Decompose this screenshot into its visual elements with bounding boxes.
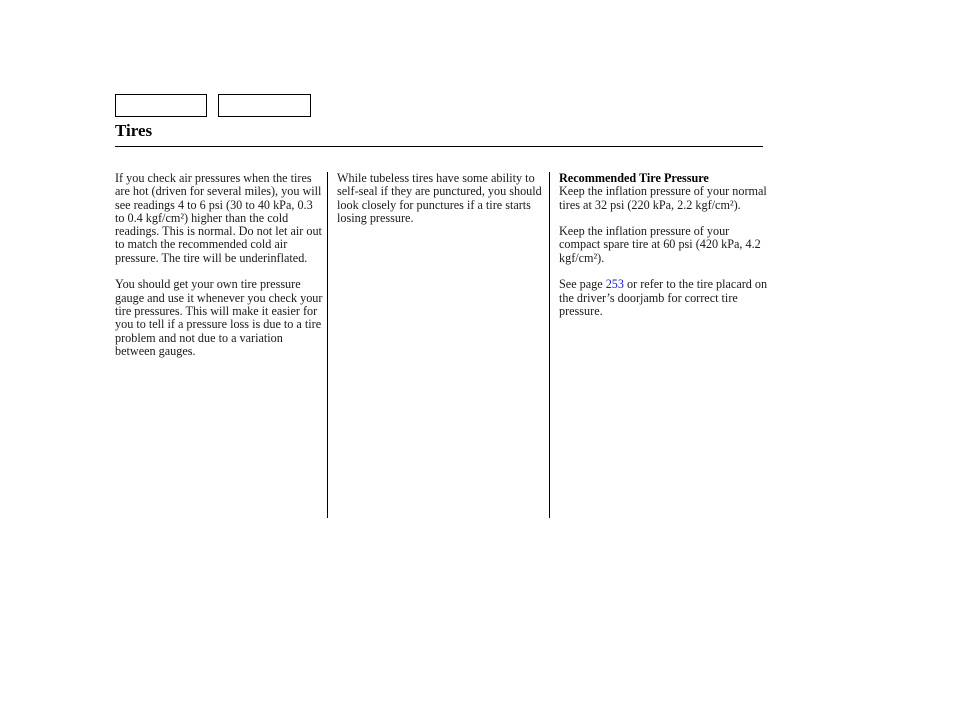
text-column-2 (337, 172, 545, 238)
column-divider-2 (549, 172, 550, 518)
nav-button-2[interactable] (218, 94, 311, 117)
page-253-link[interactable]: 253 (605, 277, 624, 292)
pressure-gauge-paragraph: You should get your own tire pressure gauge and use it whenever you check your tire pressures. This will make it easier for you to tell if a pressure loss is due to a tire problem and not due to a variation between gauges. (115, 277, 323, 358)
text-column-1 (115, 172, 323, 371)
column-divider-1 (327, 172, 328, 518)
title-divider (115, 146, 763, 147)
spare-tire-pressure-paragraph: Keep the inflation pressure of your compact spare tire at 60 psi (420 kPa, 4.2 kgf/cm²). (559, 224, 761, 265)
nav-button-1[interactable] (115, 94, 207, 117)
hot-tire-pressure-paragraph: If you check air pressures when the tires are hot (driven for several miles), you will see readings 4 to 6 psi (30 to 40 kPa, 0.3 to 0.4 kgf/cm²) higher than the cold readings. This is normal. Do not let air out to match the recommended cold air pressure. The tire will be underinflated. (115, 171, 322, 265)
tubeless-tires-paragraph: While tubeless tires have some ability to self-seal if they are punctured, you should look closely for punctures if a tire starts losing pressure. (337, 171, 542, 225)
see-page-paragraph (559, 278, 769, 318)
normal-tire-pressure-block (559, 172, 769, 212)
page-title: Tires (115, 121, 153, 140)
see-page-prefix: See page (559, 277, 606, 292)
normal-tire-pressure-text: Keep the inflation pressure of your normal tires at 32 psi (220 kPa, 2.2 kgf/cm²). (559, 184, 767, 212)
text-column-3 (559, 172, 769, 332)
see-page-suffix: or refer to the tire placard on the driver’s doorjamb for correct tire pressure. (559, 277, 768, 318)
recommended-pressure-heading: Recommended Tire Pressure (559, 171, 709, 185)
